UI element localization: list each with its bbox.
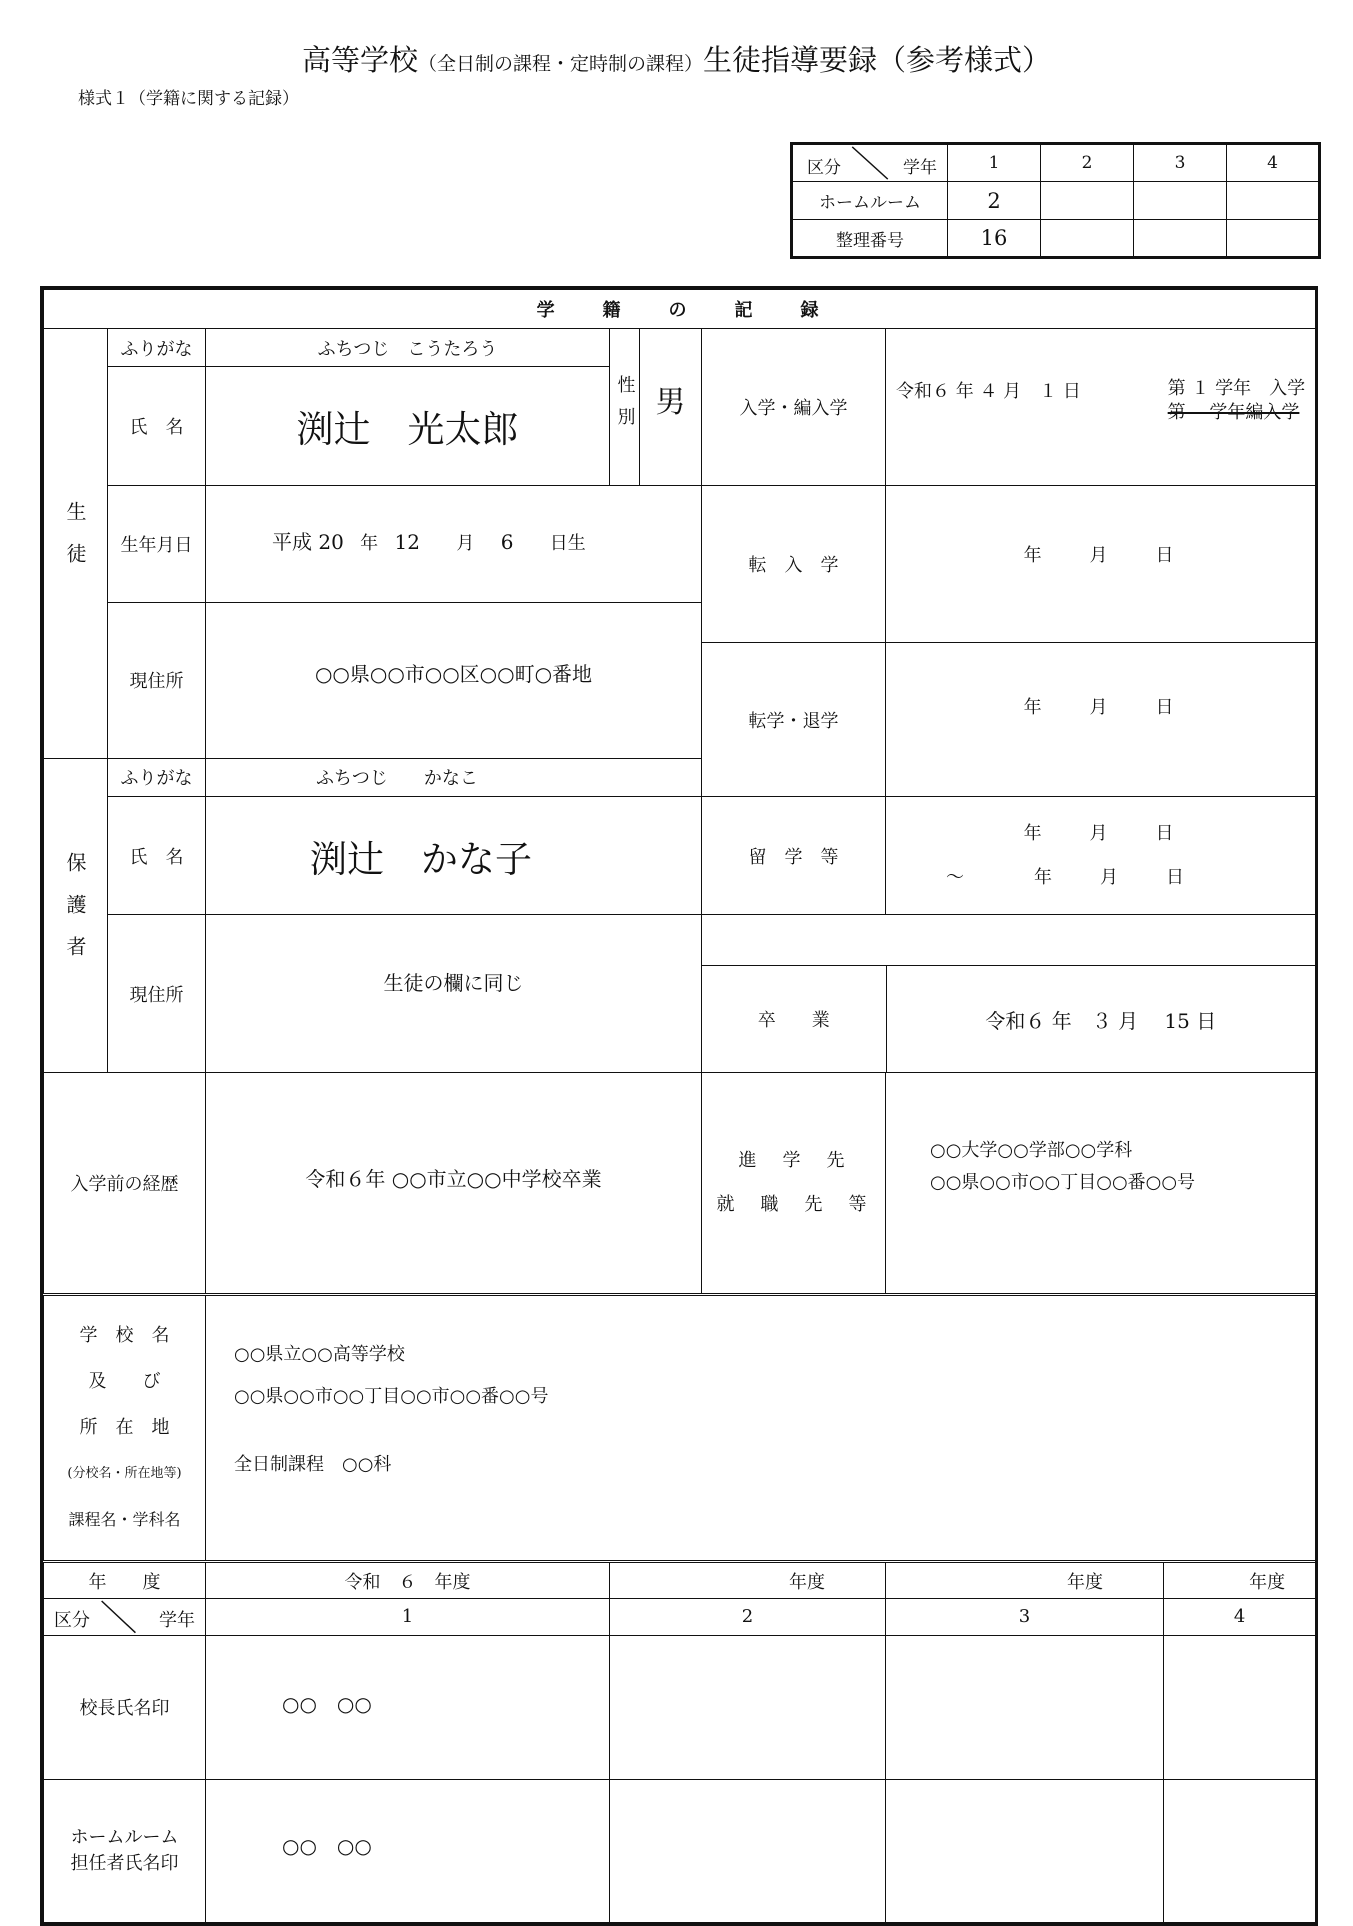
kubun-label: 区分 [54, 1609, 90, 1631]
seiri-value: 16 [948, 220, 1041, 258]
guardian-address: 生徒の欄に同じ [206, 915, 702, 1073]
school-label-1: 学 校 名 [79, 1325, 170, 1347]
study-abroad-cell [886, 797, 1316, 915]
sex-value: 男 [640, 328, 702, 485]
transfer-in-date: 年 月 日 [886, 485, 1316, 643]
year-header: 1 [206, 1598, 610, 1635]
kubun-gakunen-cell [792, 144, 948, 182]
page-title [0, 38, 1353, 79]
enroll-label: 入学・編入学 [702, 328, 886, 485]
principal-value [610, 1635, 886, 1780]
study-abroad-from: 年 月 日 [1023, 822, 1178, 844]
nendo-value: 年度 [886, 1562, 1164, 1599]
name-label: 氏 名 [108, 367, 206, 485]
homeroom-teacher-label-1: ホームルーム [70, 1827, 179, 1849]
year-header: 2 [1041, 144, 1134, 182]
birth-era: 平成 20 [272, 529, 344, 554]
birth-day: 6 [500, 529, 514, 554]
title-paren: （全日制の課程・定時制の課程） [417, 53, 703, 75]
homeroom-value [1041, 182, 1134, 220]
principal-label: 校長氏名印 [44, 1635, 206, 1780]
record-table [43, 289, 1316, 1923]
birth-year-unit: 年 [360, 532, 379, 554]
guardian-name: 渕辻 かな子 [206, 797, 702, 915]
graduation-area [702, 915, 1316, 1073]
kubun-label: 区分 [807, 158, 841, 178]
sex-label: 性別 [610, 328, 640, 485]
graduation-label: 卒 業 [702, 966, 886, 1073]
student-furigana: ふちつじ こうたろう [206, 328, 610, 367]
school-cell [206, 1295, 1316, 1562]
teacher-value [886, 1780, 1164, 1923]
year-header: 3 [886, 1598, 1164, 1635]
destination-value-1: ○○大学○○学部○○学科 [930, 1140, 1133, 1162]
nendo-value: 年度 [1164, 1562, 1316, 1599]
seiri-value [1227, 220, 1320, 258]
homeroom-value [1134, 182, 1227, 220]
history-label: 入学前の経歴 [44, 1073, 206, 1295]
homeroom-teacher-label [44, 1780, 206, 1923]
form-subtitle: 様式１（学籍に関する記録） [78, 89, 299, 109]
homeroom-table [790, 142, 1321, 259]
homeroom-teacher-label-2: 担任者氏名印 [70, 1853, 179, 1875]
address-label: 現住所 [108, 602, 206, 758]
study-abroad-label: 留 学 等 [702, 797, 886, 915]
school-label-2: 及 び [88, 1371, 161, 1393]
study-abroad-to: ～ 年 月 日 [946, 866, 1188, 888]
enroll-grade-struck: 第 学年編入学 [1167, 401, 1300, 423]
enroll-cell [886, 328, 1316, 485]
teacher-value [610, 1780, 886, 1923]
school-label-5: 課程名・学科名 [68, 1510, 181, 1530]
principal-value [886, 1635, 1164, 1780]
transfer-out-label: 転学・退学 [702, 643, 886, 797]
student-section-label: 生徒 [44, 328, 108, 758]
transfer-in-label: 転 入 学 [702, 485, 886, 643]
gakunen-label: 学年 [159, 1609, 195, 1631]
name-label: 氏 名 [108, 797, 206, 915]
nendo-label: 年 度 [44, 1562, 206, 1599]
year-header: 1 [948, 144, 1041, 182]
enroll-grade: 第 １ 学年 入学 [1167, 377, 1306, 399]
school-label-4: (分校名・所在地等) [67, 1466, 182, 1482]
enroll-date: 令和６ 年 ４ 月 １ 日 [896, 380, 1081, 402]
teacher-value [1164, 1780, 1316, 1923]
homeroom-value [1227, 182, 1320, 220]
student-name: 渕辻 光太郎 [206, 367, 610, 485]
principal-value [1164, 1635, 1316, 1780]
birth-month: 12 [394, 529, 420, 554]
kubun-gakunen-cell [44, 1598, 206, 1635]
seiri-value [1134, 220, 1227, 258]
principal-value: ○○ ○○ [206, 1635, 610, 1780]
year-header: 3 [1134, 144, 1227, 182]
school-address: ○○県○○市○○丁目○○市○○番○○号 [234, 1386, 549, 1408]
homeroom-value: 2 [948, 182, 1041, 220]
history-value: 令和６年 ○○市立○○中学校卒業 [206, 1073, 702, 1295]
guardian-furigana: ふちつじ かなこ [206, 758, 702, 797]
graduation-date: 令和６ 年 ３ 月 15 日 [985, 1008, 1217, 1033]
birth-day-unit: 日生 [549, 532, 586, 554]
year-header: 2 [610, 1598, 886, 1635]
section-title: 学 籍 の 記 録 [44, 290, 1316, 329]
birth-cell [206, 485, 702, 602]
seiri-value [1041, 220, 1134, 258]
birth-label: 生年月日 [108, 485, 206, 602]
nendo-value: 令和 ６ 年度 [206, 1562, 610, 1599]
destination-label-2: 就 職 先 等 [716, 1194, 871, 1216]
teacher-value: ○○ ○○ [206, 1780, 610, 1923]
birth-month-unit: 月 [456, 532, 475, 554]
seiri-label: 整理番号 [792, 220, 948, 258]
student-address: ○○県○○市○○区○○町○番地 [206, 602, 702, 758]
destination-label-1: 進 学 先 [738, 1150, 849, 1172]
title-main: 高等学校 [301, 43, 418, 77]
destination-cell [886, 1073, 1316, 1295]
furigana-label: ふりがな [108, 758, 206, 797]
year-header: 4 [1227, 144, 1320, 182]
record-frame [40, 286, 1318, 1926]
course: 全日制課程 ○○科 [234, 1454, 392, 1476]
gakunen-label: 学年 [903, 158, 937, 178]
school-label-3: 所 在 地 [79, 1417, 170, 1439]
address-label: 現住所 [108, 915, 206, 1073]
title-rest: 生徒指導要録（参考様式） [703, 43, 1052, 77]
school-label [44, 1295, 206, 1562]
destination-label [702, 1073, 886, 1295]
destination-value-2: ○○県○○市○○丁目○○番○○号 [930, 1172, 1196, 1194]
year-header: 4 [1164, 1598, 1316, 1635]
guardian-section-label: 保護者 [44, 758, 108, 1073]
school-name: ○○県立○○高等学校 [234, 1344, 405, 1366]
nendo-value: 年度 [610, 1562, 886, 1599]
homeroom-label: ホームルーム [792, 182, 948, 220]
furigana-label: ふりがな [108, 328, 206, 367]
transfer-out-date: 年 月 日 [886, 643, 1316, 797]
